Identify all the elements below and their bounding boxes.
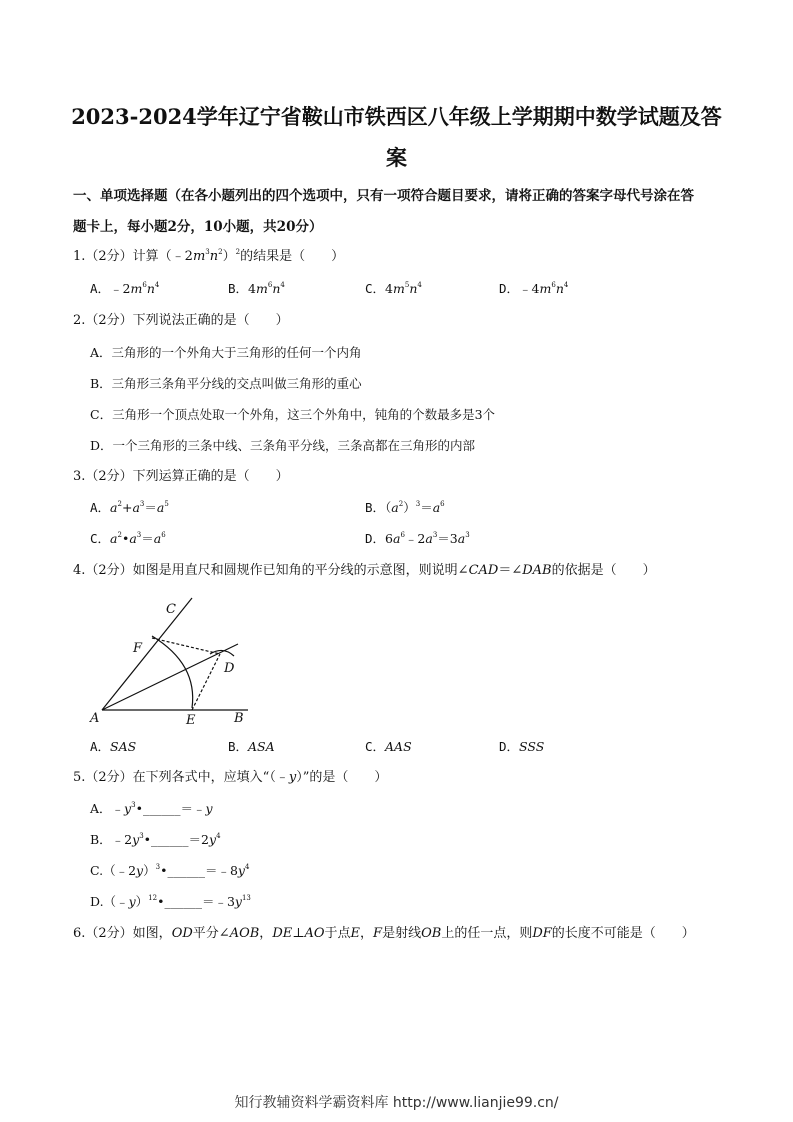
question-1-stem: 1.（2分）计算$(﹣2m^3n^2)^2$的结果是（ ）: [73, 248, 345, 264]
question-5-option-a[interactable]: A．$﹣y^3•\_\_\_\_\_\_=﹣y$: [90, 801, 213, 816]
question-2-option-c[interactable]: C．三角形一个顶点处取一个外角，这三个外角中，钝角的个数最多是3个: [90, 407, 496, 422]
point-b-label: B: [234, 711, 244, 726]
question-3-stem: 3.（2分）下列运算正确的是（ ）: [73, 469, 289, 484]
section-heading-line2: 题卡上，每小题2分，10小题，共20分）: [73, 219, 323, 235]
question-4-option-d[interactable]: D．SSS: [499, 739, 545, 754]
point-d-label: D: [224, 661, 235, 676]
question-1-option-c[interactable]: C．$4m^5n^4$: [365, 281, 422, 296]
dashed-segment-fd: [152, 638, 220, 654]
ray-ac: [102, 598, 192, 710]
question-5-option-d[interactable]: $D.(﹣y)^{12}•\_\_\_\_\_\_=﹣3y^{13}$: [90, 894, 251, 909]
question-4-stem: 4.（2分）如图是用直尺和圆规作已知角的平分线的示意图，则说明∠CAD＝∠DAB的依据是（ ）: [73, 563, 656, 578]
question-5-stem: 5.（2分）在下列各式中，应填入“（﹣y）”的是（ ）: [73, 770, 388, 785]
footer-watermark: 知行教辅资料学霸资料库 http://www.lianjie99.cn/: [234, 1095, 559, 1111]
document-title-line1: 2023-2024学年辽宁省鞍山市铁西区八年级上学期期中数学试题及答: [71, 104, 722, 129]
question-3-option-c[interactable]: C．$a^2•a^3=a^6$: [90, 531, 166, 546]
question-3-option-a[interactable]: A．$a^2+a^3=a^5$: [90, 500, 169, 515]
fill-blank[interactable]: ______: [151, 832, 189, 847]
question-4-option-b[interactable]: B．ASA: [228, 739, 275, 754]
angle-bisector-figure: [88, 596, 263, 731]
compass-arc: [152, 636, 193, 708]
question-6-stem: 6.（2分）如图，OD平分∠AOB，DE⊥AO于点E，F是射线OB上的任一点，则DF的长度不可能是（ ）: [73, 926, 695, 941]
point-f-label: F: [133, 641, 143, 656]
question-4-option-a[interactable]: A．SAS: [90, 739, 137, 754]
question-5-option-b[interactable]: B．$﹣2y^3•\_\_\_\_\_\_=2y^4$: [90, 832, 221, 847]
question-5-option-c[interactable]: $C.(﹣2y)^3•\_\_\_\_\_\_=﹣8y^4$: [90, 863, 250, 878]
question-3-option-d[interactable]: D．$6a^6﹣2a^3=3a^3$: [365, 531, 470, 546]
question-1-option-b[interactable]: B．$4m^6n^4$: [228, 281, 285, 296]
question-1-option-d[interactable]: D．$﹣4m^6n^4$: [499, 281, 569, 296]
point-c-label: C: [166, 602, 176, 617]
document-title-line2: 案: [386, 145, 407, 170]
question-1-option-a[interactable]: A．$﹣2m^6n^4$: [90, 281, 160, 296]
question-4-option-c[interactable]: C．AAS: [365, 739, 412, 754]
fill-blank[interactable]: ______: [167, 863, 205, 878]
question-2-option-b[interactable]: B．三角形三条角平分线的交点叫做三角形的重心: [90, 376, 362, 391]
fill-blank[interactable]: ______: [142, 801, 181, 816]
point-a-label: A: [90, 711, 100, 726]
question-2-option-a[interactable]: A．三角形的一个外角大于三角形的任何一个内角: [90, 345, 362, 360]
question-3-option-b[interactable]: B．$(a^2)^3=a^6$: [365, 500, 445, 515]
dashed-segment-ed: [192, 654, 220, 710]
question-2-option-d[interactable]: D．一个三角形的三条中线、三条角平分线，三条高都在三角形的内部: [90, 438, 476, 453]
question-2-stem: 2.（2分）下列说法正确的是（ ）: [73, 313, 289, 328]
fill-blank[interactable]: ______: [164, 894, 202, 909]
point-e-label: E: [186, 713, 196, 728]
section-heading-line1: 一、单项选择题（在各小题列出的四个选项中，只有一项符合题目要求，请将正确的答案字母代号涂在答: [73, 188, 694, 204]
